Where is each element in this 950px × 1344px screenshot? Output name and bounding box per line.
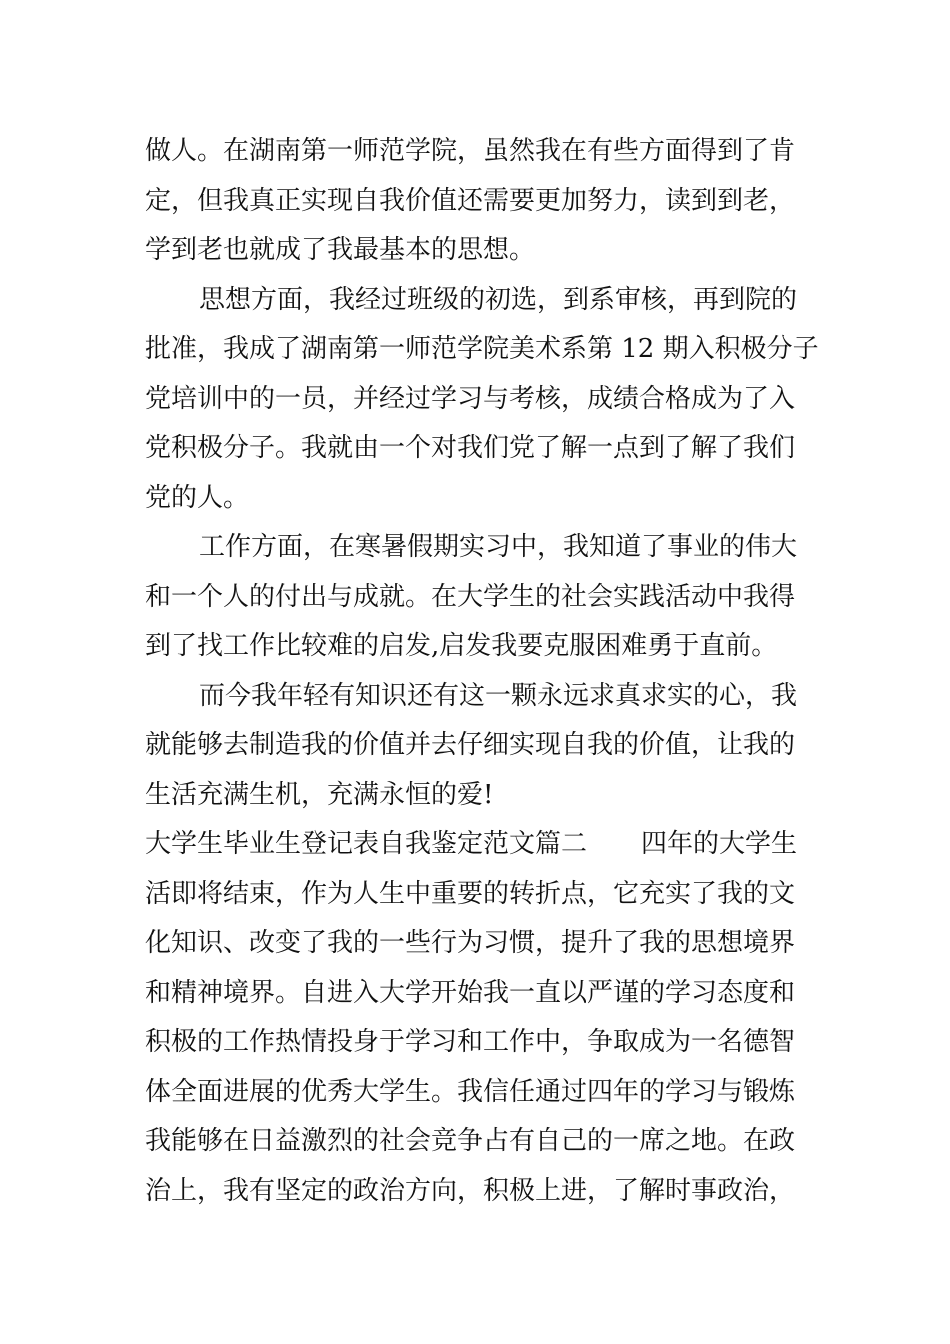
text-line: 就能够去制造我的价值并去仔细实现自我的价值，让我的 bbox=[145, 730, 796, 760]
text-line: 积极的工作热情投身于学习和工作中，争取成为一名德智 bbox=[145, 1027, 796, 1057]
text-line: 和精神境界。自进入大学开始我一直以严谨的学习态度和 bbox=[145, 977, 796, 1008]
document-body bbox=[145, 127, 819, 1216]
paragraph-first-line: 思想方面，我经过班级的初选，到系审核，再到院的 bbox=[199, 284, 798, 315]
text-line: 党的人。 bbox=[145, 482, 250, 513]
paragraph-first-line: 工作方面，在寒暑假期实习中，我知道了事业的伟大 bbox=[199, 532, 798, 562]
text-line: 活即将结束，作为人生中重要的转折点，它充实了我的文 bbox=[145, 878, 796, 909]
text-line: 定，但我真正实现自我价值还需要更加努力，读到到老， bbox=[145, 185, 796, 216]
section-heading-line bbox=[145, 820, 810, 870]
heading-continuation: 四年的大学生 bbox=[641, 829, 798, 859]
text-line: 做人。在湖南第一师范学院，虽然我在有些方面得到了肯 bbox=[145, 136, 796, 166]
text-line: 到了找工作比较难的启发,启发我要克服困难勇于直前。 bbox=[145, 631, 778, 661]
text-line: 批准，我成了湖南第一师范学院美术系第 12 期入积极分子 bbox=[145, 334, 819, 364]
section-heading: 大学生毕业生登记表自我鉴定范文篇二 bbox=[145, 829, 588, 859]
text-line: 学到老也就成了我最基本的思想。 bbox=[145, 235, 536, 265]
paragraph-first-line: 而今我年轻有知识还有这一颗永远求真求实的心，我 bbox=[199, 680, 798, 711]
text-line: 和一个人的付出与成就。在大学生的社会实践活动中我得 bbox=[145, 581, 796, 612]
text-line: 生活充满生机，充满永恒的爱! bbox=[145, 779, 494, 810]
text-line: 化知识、改变了我的一些行为习惯，提升了我的思想境界 bbox=[145, 928, 796, 958]
text-line: 我能够在日益激烈的社会竞争占有自己的一席之地。在政 bbox=[145, 1126, 796, 1156]
text-line: 党培训中的一员，并经过学习与考核，成绩合格成为了入 bbox=[145, 383, 796, 414]
text-line: 体全面进展的优秀大学生。我信任通过四年的学习与锻炼 bbox=[145, 1076, 796, 1107]
text-line: 党积极分子。我就由一个对我们党了解一点到了解了我们 bbox=[145, 433, 796, 463]
text-line: 治上，我有坚定的政治方向，积极上进，了解时事政治， bbox=[145, 1175, 796, 1206]
